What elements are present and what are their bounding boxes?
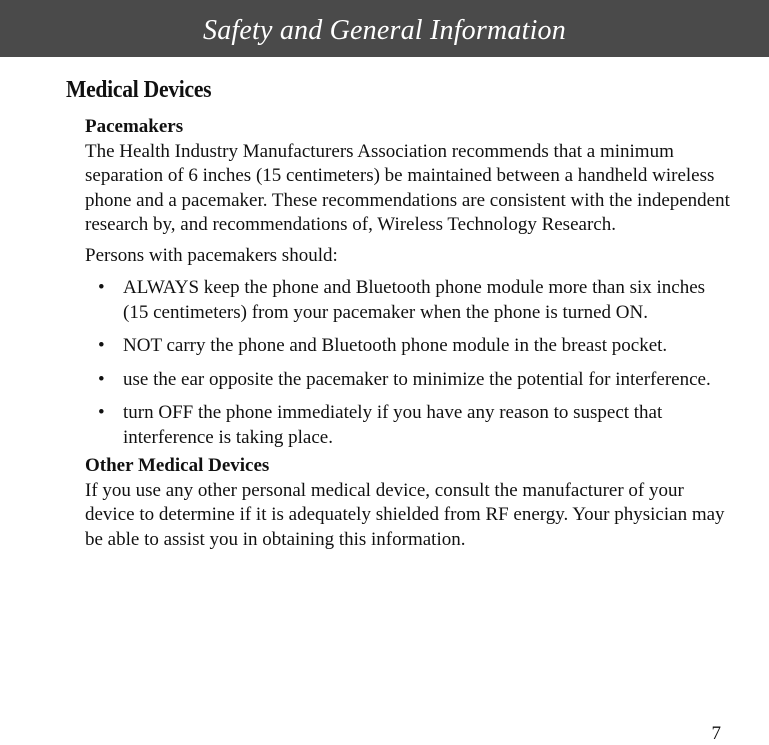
bullet-text: use the ear opposite the pacemaker to minimize the potential for interference. xyxy=(123,368,711,390)
section-heading: Medical Devices xyxy=(66,77,212,103)
pacemakers-intro: Persons with pacemakers should: xyxy=(85,244,338,266)
other-devices-paragraph: If you use any other personal medical device, consult the manufacturer of your device to determine if it is adequately shielded from RF energy. Your physician may be able to assist you in obtaining this information. xyxy=(85,479,725,550)
pacemakers-paragraph: The Health Industry Manufacturers Association recommends that a minimum separation of 6 inches (15 centimeters) be maintained between a handheld wireless phone and a pacemaker. These recommendations are consistent with the independent research by, and recommendations of, Wireless Technology Research. xyxy=(85,140,730,235)
list-item xyxy=(85,334,735,359)
list-item xyxy=(85,276,735,325)
page-title: Safety and General Information xyxy=(203,14,566,46)
pacemaker-bullet-list xyxy=(85,276,735,450)
pacemakers-heading: Pacemakers xyxy=(85,116,184,137)
list-item xyxy=(85,401,735,450)
bullet-icon: • xyxy=(98,277,105,298)
header-bar xyxy=(0,0,769,57)
other-devices-heading: Other Medical Devices xyxy=(85,455,270,476)
bullet-icon: • xyxy=(98,335,105,356)
bullet-text: turn OFF the phone immediately if you have any reason to suspect that interference is taking place. xyxy=(123,402,663,448)
bullet-icon: • xyxy=(98,402,105,423)
content-body xyxy=(85,115,735,552)
page-number: 7 xyxy=(711,723,721,744)
bullet-text: ALWAYS keep the phone and Bluetooth phone module more than six inches (15 centimeters) from your pacemaker when the phone is turned ON. xyxy=(123,277,706,323)
bullet-icon: • xyxy=(98,368,105,390)
bullet-text: NOT carry the phone and Bluetooth phone module in the breast pocket. xyxy=(123,335,668,356)
list-item xyxy=(85,368,735,393)
